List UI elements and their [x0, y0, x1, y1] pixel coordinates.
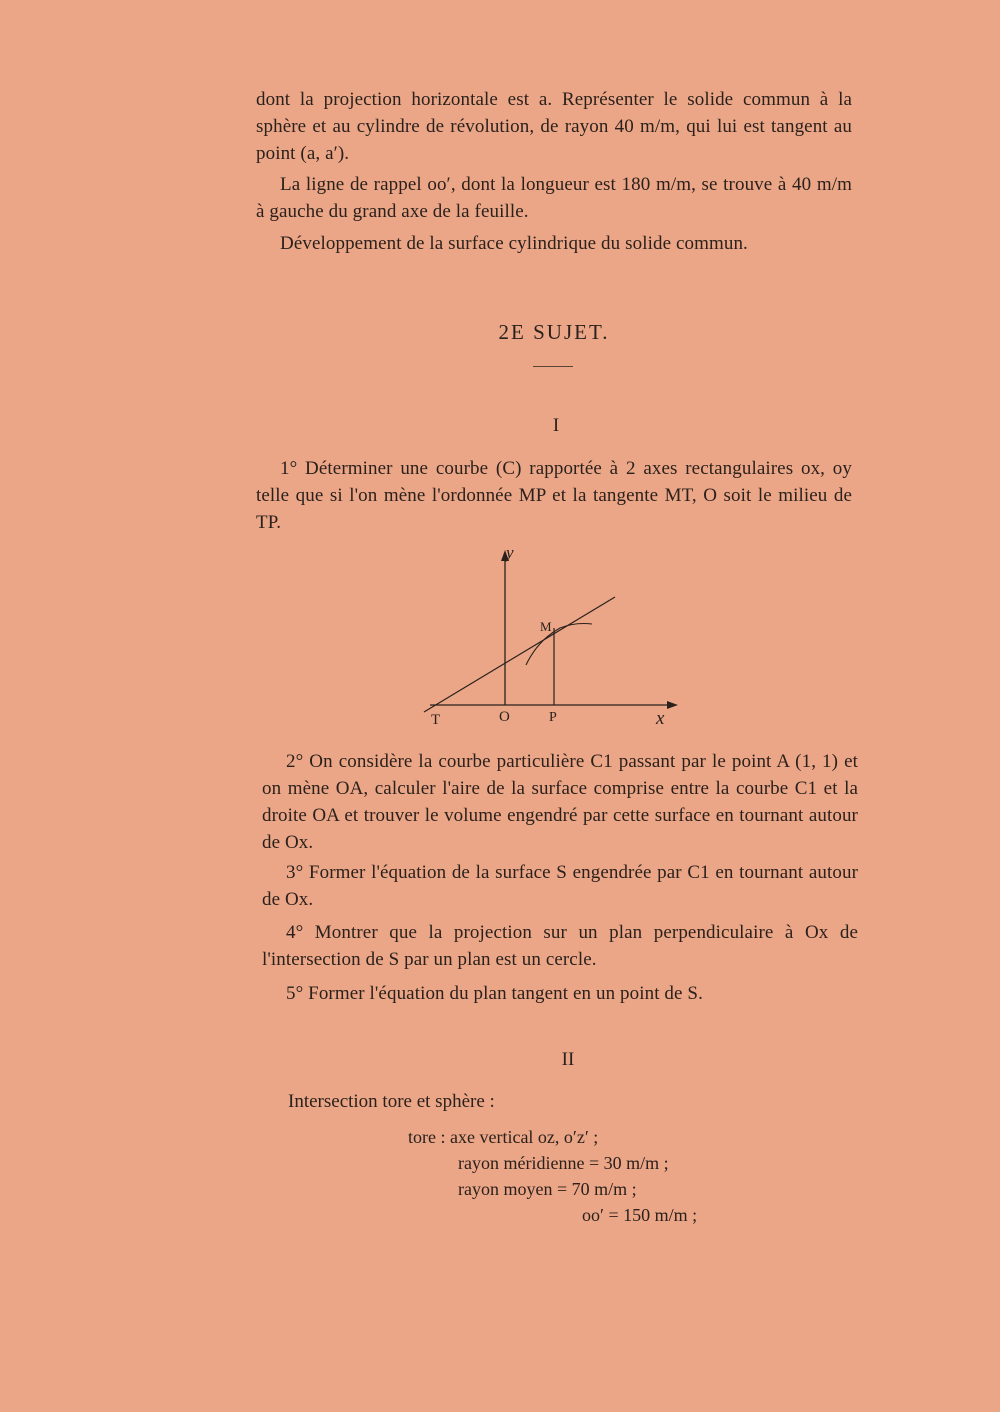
question-2: 2° On considère la courbe particulière C1 passant par le point A (1, 1) et on mène OA, calculer l'aire de la surface comprise entre la courbe C1 et la droite OA et trouver le volume engendré par cette surface en tournant autour de Ox.	[262, 751, 858, 853]
part-numeral-1: I	[552, 415, 560, 436]
tore-rayon-meridienne: rayon méridienne = 30 m/m ;	[458, 1153, 669, 1173]
label-M: M	[540, 619, 552, 634]
label-y: y	[506, 543, 514, 562]
label-O: O	[499, 709, 510, 725]
part-numeral-2: II	[561, 1049, 575, 1070]
intro-paragraph-3: Développement de la surface cylindrique du solide commun.	[280, 233, 748, 254]
x-axis-arrow	[667, 701, 678, 709]
tore-rayon-moyen: rayon moyen = 70 m/m ;	[458, 1179, 637, 1199]
tangent-MT	[424, 597, 615, 712]
tangent-diagram	[410, 540, 690, 730]
label-P: P	[549, 710, 557, 725]
subject-title: 2E SUJET.	[498, 320, 610, 344]
question-3: 3° Former l'équation de la surface S engendrée par C1 en tournant autour de Ox.	[262, 862, 858, 910]
tore-axis-line: tore : axe vertical oz, o′z′ ;	[408, 1127, 599, 1147]
label-x: x	[656, 708, 665, 729]
question-5: 5° Former l'équation du plan tangent en un point de S.	[286, 983, 703, 1004]
intro-paragraph-1: dont la projection horizontale est a. Représenter le solide commun à la sphère et au cylindre de révolution, de rayon 40 m/m, qui lui est tangent au point (a, a′).	[256, 89, 852, 164]
part2-intro: Intersection tore et sphère :	[288, 1091, 495, 1112]
title-rule	[533, 366, 573, 367]
label-T: T	[431, 712, 441, 728]
question-4: 4° Montrer que la projection sur un plan perpendiculaire à Ox de l'intersection de S par un plan est un cercle.	[262, 922, 858, 970]
intro-paragraph-2: La ligne de rappel oo′, dont la longueur est 180 m/m, se trouve à 40 m/m à gauche du grand axe de la feuille.	[256, 174, 852, 222]
tore-oo-distance: oo′ = 150 m/m ;	[582, 1205, 698, 1225]
question-1: 1° Déterminer une courbe (C) rapportée à 2 axes rectangulaires ox, oy telle que si l'on mène l'ordonnée MP et la tangente MT, O soit le milieu de TP.	[256, 458, 852, 533]
